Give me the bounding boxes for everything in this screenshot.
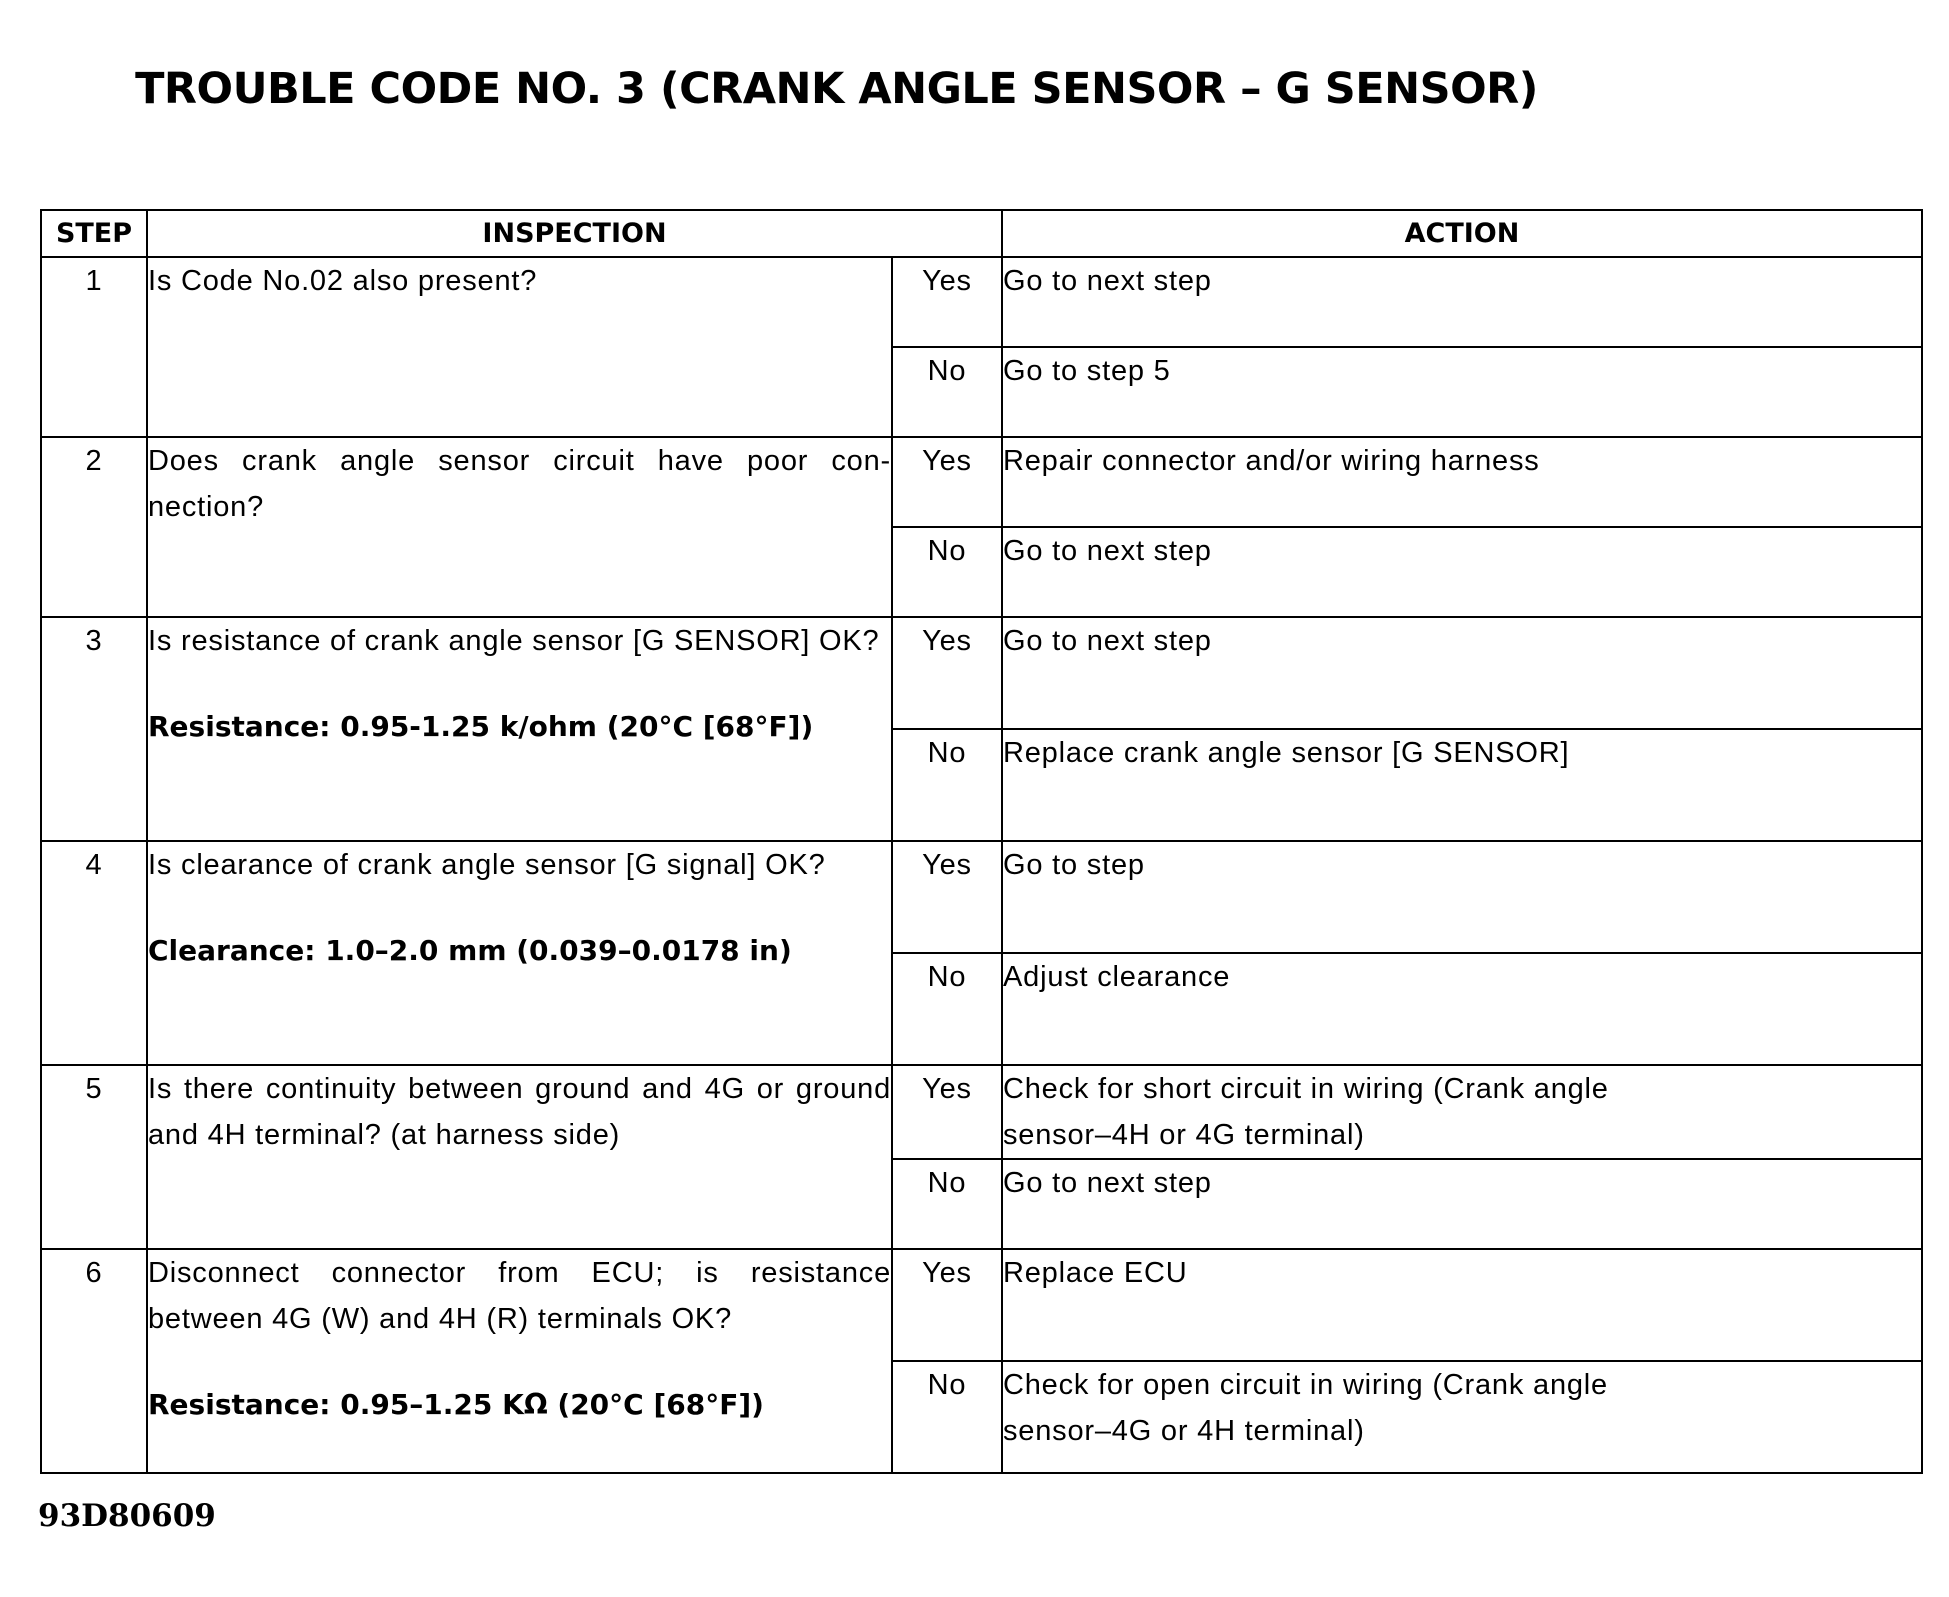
answer-no: No [892,729,1002,841]
inspection-question: Is clearance of crank angle sensor [G signal] OK? [148,849,826,881]
table-row [41,841,1922,953]
action-no: Adjust clearance [1002,953,1922,1065]
action-no: Check for open circuit in wiring (Crank angle sensor–4G or 4H terminal) [1002,1361,1922,1473]
inspection-cell [147,1249,892,1473]
table-row [41,1065,1922,1159]
step-number: 4 [41,841,147,1065]
document-code: 93D80609 [38,1498,216,1534]
answer-no: No [892,1361,1002,1473]
step-number: 2 [41,437,147,617]
action-yes: Go to next step [1002,617,1922,729]
action-yes: Replace ECU [1002,1249,1922,1361]
inspection-cell [147,437,892,617]
answer-yes: Yes [892,437,1002,527]
header-inspection: INSPECTION [147,210,1002,257]
action-yes: Go to next step [1002,257,1922,347]
inspection-spec: Clearance: 1.0–2.0 mm (0.039–0.0178 in) [148,934,792,967]
action-yes: Go to step [1002,841,1922,953]
table-row [41,1249,1922,1361]
inspection-spec: Resistance: 0.95–1.25 KΩ (20°C [68°F]) [148,1388,764,1421]
table-row [41,437,1922,527]
answer-yes: Yes [892,257,1002,347]
answer-no: No [892,953,1002,1065]
answer-yes: Yes [892,1249,1002,1361]
action-no: Go to next step [1002,527,1922,617]
inspection-spec: Resistance: 0.95-1.25 k/ohm (20°C [68°F]) [148,710,814,743]
inspection-question: Is there continuity between ground and 4G or ground and 4H terminal? (at harness side) [148,1073,891,1151]
page-title: TROUBLE CODE NO. 3 (CRANK ANGLE SENSOR – G SENSOR) [135,64,1538,114]
answer-yes: Yes [892,617,1002,729]
answer-no: No [892,347,1002,437]
inspection-question: Is resistance of crank angle sensor [G SENSOR] OK? [148,625,880,657]
header-row [41,210,1922,257]
table-row [41,617,1922,729]
step-number: 5 [41,1065,147,1249]
inspection-cell [147,257,892,437]
inspection-question: Is Code No.02 also present? [148,265,538,297]
inspection-question: Does crank angle sensor circuit have poor con-nection? [148,445,891,523]
step-number: 6 [41,1249,147,1473]
action-no: Replace crank angle sensor [G SENSOR] [1002,729,1922,841]
header-step: STEP [41,210,147,257]
header-action: ACTION [1002,210,1922,257]
answer-no: No [892,527,1002,617]
inspection-question: Disconnect connector from ECU; is resistance between 4G (W) and 4H (R) terminals OK? [148,1257,891,1335]
action-yes: Check for short circuit in wiring (Crank angle sensor–4H or 4G terminal) [1002,1065,1922,1159]
action-no: Go to step 5 [1002,347,1922,437]
step-number: 1 [41,257,147,437]
inspection-cell [147,841,892,1065]
answer-no: No [892,1159,1002,1249]
inspection-cell [147,1065,892,1249]
inspection-cell [147,617,892,841]
answer-yes: Yes [892,1065,1002,1159]
action-no: Go to next step [1002,1159,1922,1249]
trouble-code-table [40,209,1923,1474]
table-row [41,257,1922,347]
answer-yes: Yes [892,841,1002,953]
action-yes: Repair connector and/or wiring harness [1002,437,1922,527]
step-number: 3 [41,617,147,841]
